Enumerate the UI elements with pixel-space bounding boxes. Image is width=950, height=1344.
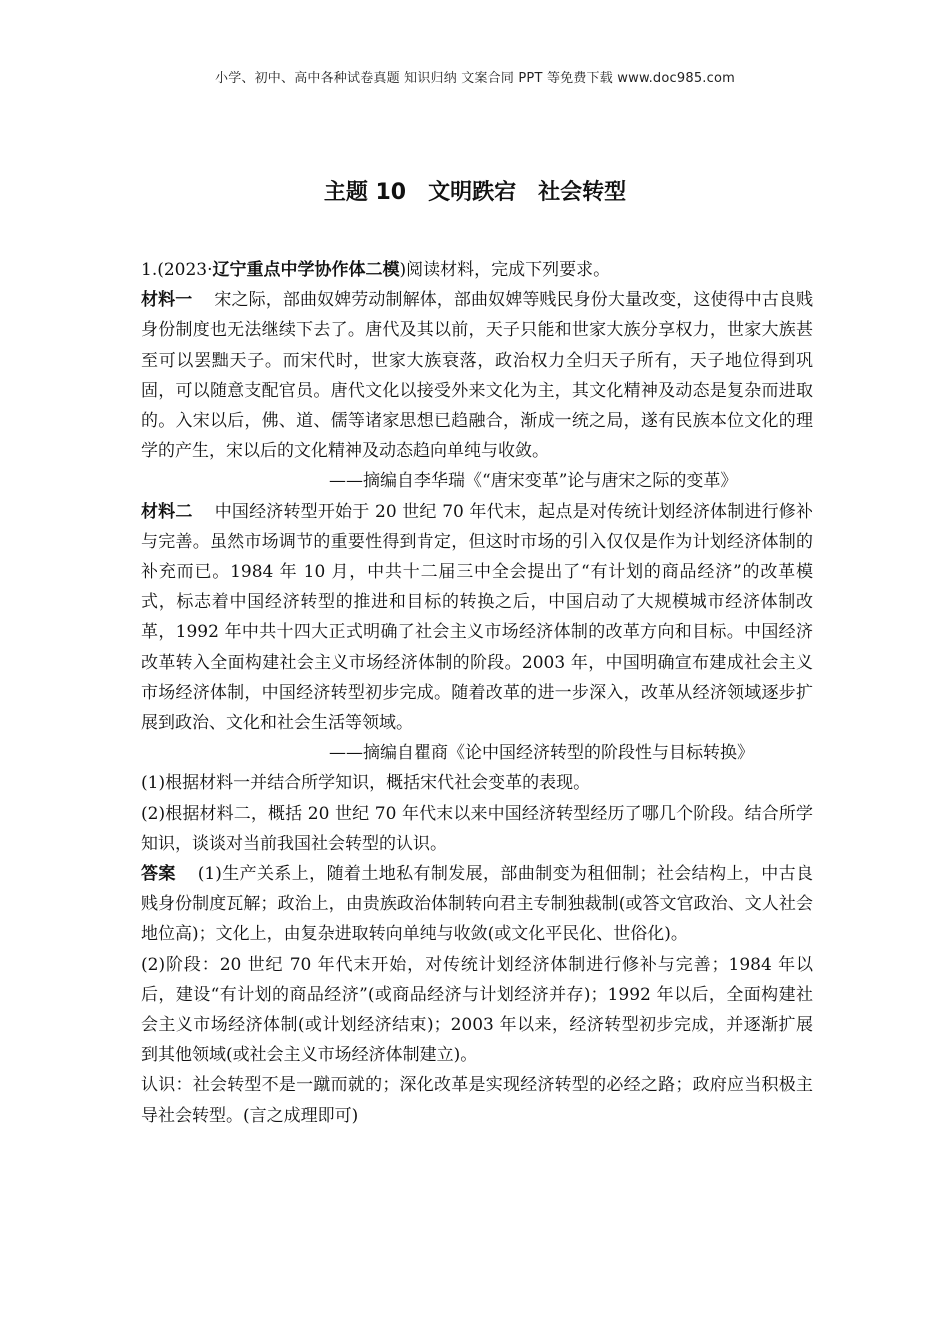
material-one-text: 宋之际，部曲奴婢劳动制解体，部曲奴婢等贱民身份大量改变，这使得中古良贱身份制度也无法继续下去了。唐代及其以前，天子只能和世家大族分享权力，世家大族甚至可以罢黜天子。而宋代时，世家大族衰落，政治权力全归天子所有，天子地位得到巩固，可以随意支配官员。唐代文化以接受外来文化为主，其文化精神及动态是复杂而进取的。入宋以后，佛、道、儒等诸家思想已趋融合，渐成一统之局，遂有民族本位文化的理学的产生，宋以后的文化精神及动态趋向单纯与收敛。 <box>141 290 814 462</box>
material-two <box>141 497 813 739</box>
material-one-label: 材料一 <box>141 290 193 311</box>
material-one <box>141 285 813 466</box>
sub-question-2: (2)根据材料二，概括 20 世纪 70 年代末以来中国经济转型经历了哪几个阶段。结合所学知识，谈谈对当前我国社会转型的认识。 <box>141 803 813 854</box>
page-title <box>0 175 950 206</box>
page-header-banner: 小学、初中、高中各种试卷真题 知识归纳 文案合同 PPT 等免费下载 www.doc985.com <box>215 71 735 86</box>
answer-part-3: 认识：社会转型不是一蹴而就的；深化改革是实现经济转型的必经之路；政府应当积极主导社会转型。(言之成理即可) <box>141 1075 813 1126</box>
title-part-topic: 主题 10 <box>323 180 407 205</box>
material-two-label: 材料二 <box>141 501 193 522</box>
answer-part-2: (2)阶段：20 世纪 70 年代末开始，对传统计划经济体制进行修补与完善；1984 年以后，建设“有计划的商品经济”(或商品经济与计划经济并存)；1992 年以后，全面构建社会主义市场经济体制(或计划经济结束)；2003 年以来，经济转型初步完成，并逐渐扩展到其他领域(或社会主义市场经济体制建立)。 <box>141 954 813 1066</box>
title-part-civilization: 文明跌宕 <box>428 180 517 205</box>
answer-part-1 <box>141 859 813 950</box>
question-stem <box>141 255 813 285</box>
material-one-source: ——摘编自李华瑞《“唐宋变革”论与唐宋之际的变革》 <box>329 471 738 492</box>
title-part-society: 社会转型 <box>538 180 627 205</box>
question-suffix: )阅读材料，完成下列要求。 <box>399 260 611 280</box>
answer-part-1-text: (1)生产关系上，随着土地私有制发展，部曲制变为租佃制；社会结构上，中古良贱身份制度瓦解；政治上，由贵族政治体制转向君主专制独裁制(或答文官政治、文人社会地位高)；文化上，由复杂进取转向单纯与收敛(或文化平民化、世俗化)。 <box>141 864 813 945</box>
sub-question-1: (1)根据材料一并结合所学知识，概括宋代社会变革的表现。 <box>141 773 591 794</box>
question-source: 辽宁重点中学协作体二模 <box>212 260 400 280</box>
answer-label: 答案 <box>141 864 176 885</box>
material-two-text: 中国经济转型开始于 20 世纪 70 年代末，起点是对传统计划经济体制进行修补与完善。虽然市场调节的重要性得到肯定，但这时市场的引入仅仅是作为计划经济体制的补充而已。1984 年 10 月，中共十二届三中全会提出了“有计划的商品经济”的改革模式，标志着中国经济转型的推进和目标的转换之后，中国启动了大规模城市经济体制改革，1992 年中共十四大正式明确了社会主义市场经济体制的改革方向和目标。中国经济改革转入全面构建社会主义市场经济体制的阶段。2003 年，中国明确宣布建成社会主义市场经济体制，中国经济转型初步完成。随着改革的进一步深入，改革从经济领域逐步扩展到政治、文化和社会生活等领域。 <box>141 501 813 734</box>
question-prefix: 1.(2023· <box>141 260 213 280</box>
document-body <box>141 255 813 1131</box>
material-two-source: ——摘编自瞿商《论中国经济转型的阶段性与目标转换》 <box>329 743 754 764</box>
